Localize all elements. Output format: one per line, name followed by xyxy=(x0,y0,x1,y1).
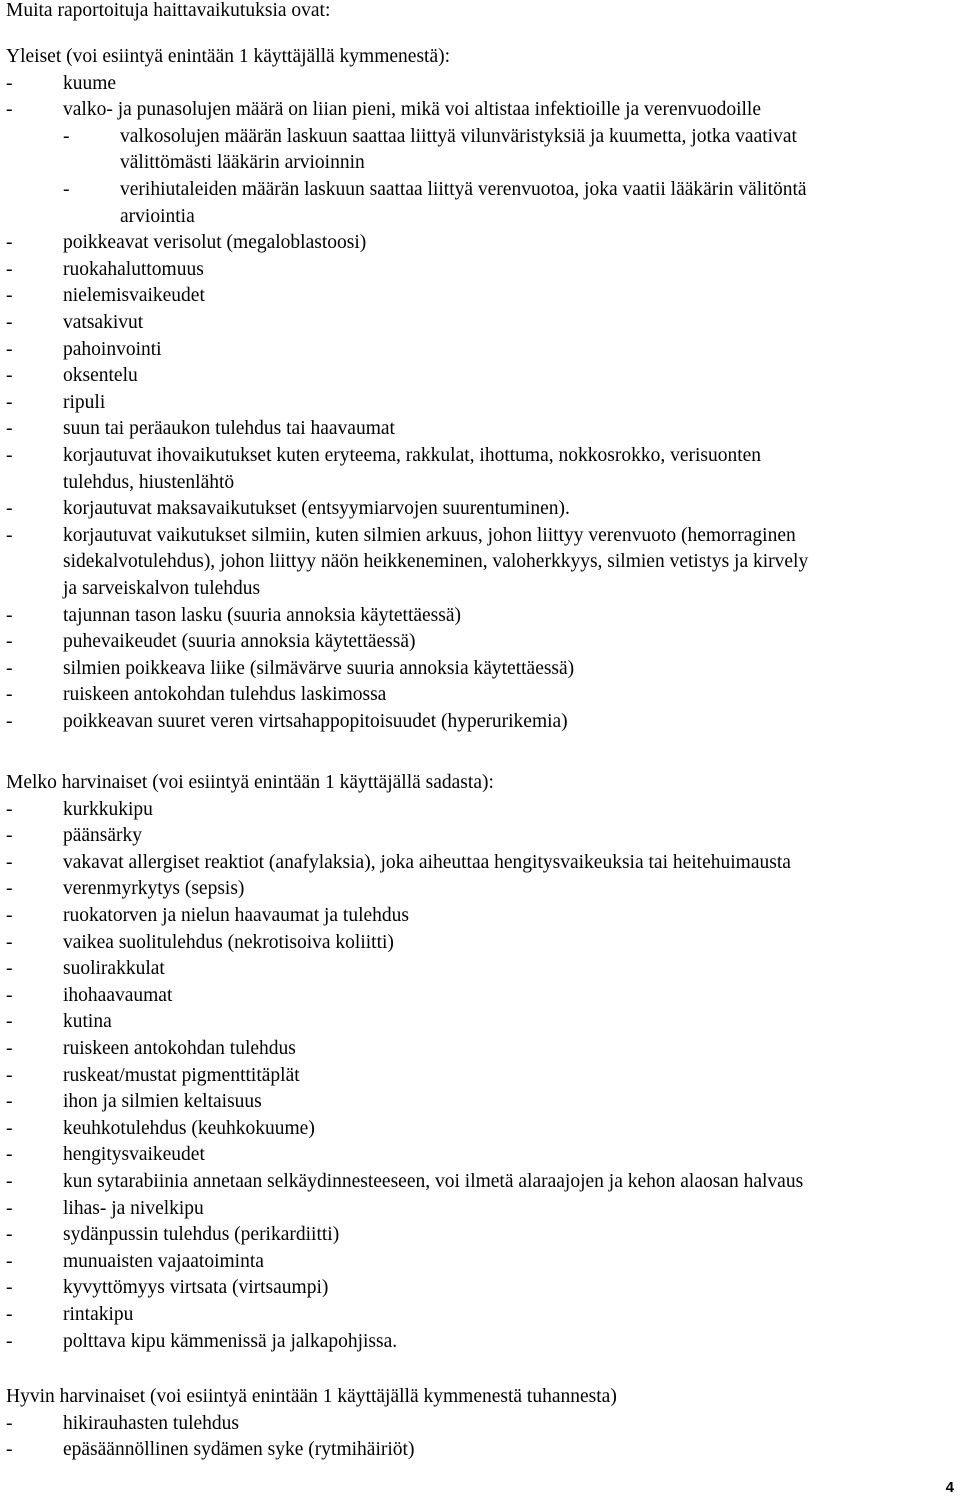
line-text: poikkeavat verisolut (megaloblastoosi) xyxy=(63,232,367,253)
line-text: vakavat allergiset reaktiot (anafylaksia), joka aiheuttaa hengitysvaikeuksia tai heitehuimausta xyxy=(63,852,791,873)
line-text: vaikea suolitulehdus (nekrotisoiva koliitti) xyxy=(63,932,394,953)
bullet-dash: - xyxy=(6,1171,13,1192)
bullet-dash: - xyxy=(6,825,13,846)
bullet-dash: - xyxy=(6,365,13,386)
bullet-dash: - xyxy=(6,392,13,413)
bullet-dash: - xyxy=(6,259,13,280)
line-text: hikirauhasten tulehdus xyxy=(63,1413,240,1434)
line-text: valko- ja punasolujen määrä on liian pieni, mikä voi altistaa infektioille ja verenvuodoille xyxy=(63,99,762,120)
bullet-dash: - xyxy=(6,525,13,546)
line-text: sydänpussin tulehdus (perikardiitti) xyxy=(63,1224,340,1245)
line-text: rintakipu xyxy=(63,1304,134,1325)
bullet-dash: - xyxy=(6,605,13,626)
bullet-dash: - xyxy=(6,1224,13,1245)
bullet-dash: - xyxy=(6,1118,13,1139)
bullet-dash: - xyxy=(6,852,13,873)
bullet-dash: - xyxy=(6,658,13,679)
line-text: arviointia xyxy=(120,206,195,227)
line-text: poikkeavan suuret veren virtsahappopitoisuudet (hyperurikemia) xyxy=(63,711,568,732)
bullet-dash: - xyxy=(6,1413,13,1434)
bullet-dash: - xyxy=(6,1277,13,1298)
bullet-dash: - xyxy=(6,1251,13,1272)
line-text: Melko harvinaiset (voi esiintyä enintään 1 käyttäjällä sadasta): xyxy=(6,772,494,793)
bullet-dash: - xyxy=(6,312,13,333)
line-text: ihon ja silmien keltaisuus xyxy=(63,1091,262,1112)
bullet-dash: - xyxy=(6,1331,13,1352)
bullet-dash: - xyxy=(6,985,13,1006)
line-text: kutina xyxy=(63,1011,112,1032)
bullet-dash: - xyxy=(6,73,13,94)
line-text: kurkkukipu xyxy=(63,799,153,820)
bullet-dash: - xyxy=(6,684,13,705)
line-text: suun tai peräaukon tulehdus tai haavaumat xyxy=(63,418,395,439)
line-text: puhevaikeudet (suuria annoksia käytettäessä) xyxy=(63,631,416,652)
bullet-dash: - xyxy=(6,1304,13,1325)
line-text: ihohaavaumat xyxy=(63,985,173,1006)
line-text: ruiskeen antokohdan tulehdus xyxy=(63,1038,296,1059)
bullet-dash: - xyxy=(6,958,13,979)
bullet-dash: - xyxy=(6,339,13,360)
line-text: verenmyrkytys (sepsis) xyxy=(63,878,245,899)
bullet-dash: - xyxy=(6,99,13,120)
line-text: tulehdus, hiustenlähtö xyxy=(63,472,235,493)
line-text: Yleiset (voi esiintyä enintään 1 käyttäjällä kymmenestä): xyxy=(6,46,451,67)
bullet-dash: - xyxy=(6,711,13,732)
line-text: ruskeat/mustat pigmenttitäplät xyxy=(63,1065,300,1086)
line-text: kun sytarabiinia annetaan selkäydinnesteeseen, voi ilmetä alaraajojen ja kehon alaosan halvaus xyxy=(63,1171,804,1192)
line-text: epäsäännöllinen sydämen syke (rytmihäiriöt) xyxy=(63,1439,415,1460)
line-text: verihiutaleiden määrän laskuun saattaa liittyä verenvuotoa, joka vaatii lääkärin välitöntä xyxy=(120,179,807,200)
line-text: Muita raportoituja haittavaikutuksia ovat: xyxy=(6,0,331,21)
line-text: munuaisten vajaatoiminta xyxy=(63,1251,264,1272)
line-text: ruokatorven ja nielun haavaumat ja tulehdus xyxy=(63,905,410,926)
line-text: ruiskeen antokohdan tulehdus laskimossa xyxy=(63,684,387,705)
bullet-dash: - xyxy=(6,1065,13,1086)
line-text: sidekalvotulehdus), johon liittyy näön heikkeneminen, valoherkkyys, silmien vetistys ja kirvely xyxy=(63,551,809,572)
line-text: korjautuvat vaikutukset silmiin, kuten silmien arkuus, johon liittyy verenvuoto (hemorraginen xyxy=(63,525,796,546)
bullet-dash: - xyxy=(6,232,13,253)
line-text: ruokahaluttomuus xyxy=(63,259,204,280)
bullet-dash: - xyxy=(6,285,13,306)
bullet-dash: - xyxy=(6,445,13,466)
line-text: ripuli xyxy=(63,392,106,413)
bullet-dash: - xyxy=(63,126,70,147)
line-text: valkosolujen määrän laskuun saattaa liittyä vilunväristyksiä ja kuumetta, jotka vaativat xyxy=(120,126,797,147)
bullet-dash: - xyxy=(6,1198,13,1219)
bullet-dash: - xyxy=(6,799,13,820)
line-text: silmien poikkeava liike (silmävärve suuria annoksia käytettäessä) xyxy=(63,658,575,679)
line-text: kuume xyxy=(63,73,117,94)
line-text: korjautuvat ihovaikutukset kuten eryteema, rakkulat, ihottuma, nokkosrokko, verisuonten xyxy=(63,445,762,466)
line-text: välittömästi lääkärin arvioinnin xyxy=(120,152,365,173)
bullet-dash: - xyxy=(6,1011,13,1032)
bullet-dash: - xyxy=(6,878,13,899)
line-text: ja sarveiskalvon tulehdus xyxy=(63,578,261,599)
bullet-dash: - xyxy=(6,932,13,953)
line-text: tajunnan tason lasku (suuria annoksia käytettäessä) xyxy=(63,605,462,626)
line-text: keuhkotulehdus (keuhkokuume) xyxy=(63,1118,315,1139)
line-text: Hyvin harvinaiset (voi esiintyä enintään 1 käyttäjällä kymmenestä tuhannesta) xyxy=(6,1386,617,1407)
bullet-dash: - xyxy=(6,498,13,519)
line-text: korjautuvat maksavaikutukset (entsyymiarvojen suurentuminen). xyxy=(63,498,570,519)
bullet-dash: - xyxy=(6,905,13,926)
bullet-dash: - xyxy=(6,1091,13,1112)
bullet-dash: - xyxy=(6,1439,13,1460)
bullet-dash: - xyxy=(6,418,13,439)
bullet-dash: - xyxy=(6,1038,13,1059)
line-text: oksentelu xyxy=(63,365,138,386)
line-text: suolirakkulat xyxy=(63,958,165,979)
page-number: 4 xyxy=(945,1479,954,1496)
line-text: pahoinvointi xyxy=(63,339,162,360)
line-text: lihas- ja nivelkipu xyxy=(63,1198,204,1219)
line-text: kyvyttömyys virtsata (virtsaumpi) xyxy=(63,1277,329,1298)
line-text: polttava kipu kämmenissä ja jalkapohjissa. xyxy=(63,1331,398,1352)
bullet-dash: - xyxy=(6,631,13,652)
line-text: nielemisvaikeudet xyxy=(63,285,205,306)
line-text: päänsärky xyxy=(63,825,143,846)
bullet-dash: - xyxy=(6,1144,13,1165)
bullet-dash: - xyxy=(63,179,70,200)
line-text: vatsakivut xyxy=(63,312,144,333)
line-text: hengitysvaikeudet xyxy=(63,1144,205,1165)
